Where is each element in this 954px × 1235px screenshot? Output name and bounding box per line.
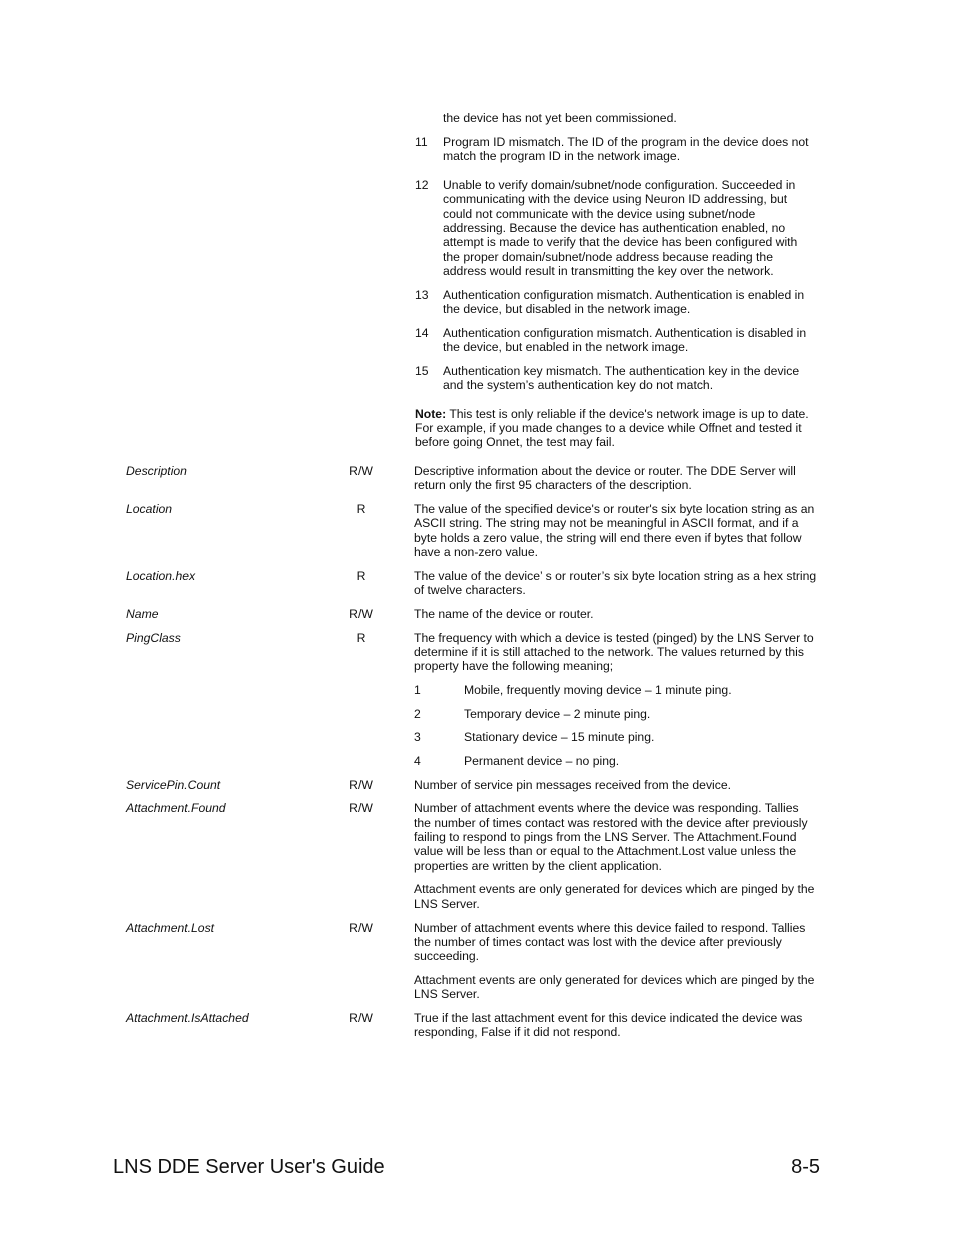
error-item-13-number: 13	[415, 288, 429, 302]
property-desc-attachment-found-1: Number of attachment events where the device was responding. Tallies	[414, 801, 799, 815]
property-access-attachment-lost: R/W	[349, 921, 373, 935]
note-first-line	[415, 407, 809, 421]
property-name-name: Name	[126, 607, 159, 621]
property-access-servicepin-count: R/W	[349, 778, 373, 792]
note-line-3: before going Onnet, the test may fail.	[415, 435, 615, 449]
ping-value-1-number: 1	[414, 683, 421, 697]
error-item-14-number: 14	[415, 326, 429, 340]
property-desc-attachment-isattached-2: responding, False if it did not respond.	[414, 1025, 621, 1039]
footer-title: LNS DDE Server User's Guide	[113, 1156, 385, 1178]
property-access-attachment-isattached: R/W	[349, 1011, 373, 1025]
error-item-12-line-4: addressing. Because the device has authentication enabled, no	[443, 221, 786, 235]
property-access-pingclass: R	[356, 631, 366, 645]
note-line-1: This test is only reliable if the device's network image is up to date.	[446, 407, 809, 421]
property-name-description: Description	[126, 464, 187, 478]
property-name-location-hex: Location.hex	[126, 569, 196, 583]
property-name-location: Location	[126, 502, 173, 516]
error-item-12-line-6: the proper domain/subnet/node address because reading the	[443, 250, 773, 264]
property-desc-pingclass-2: determine if it is still attached to the network. The values returned by this	[414, 645, 804, 659]
error-item-15-line-2: and the system’s authentication key do not match.	[443, 378, 714, 392]
error-item-12-line-1: Unable to verify domain/subnet/node configuration. Succeeded in	[443, 178, 796, 192]
error-item-13-line-1: Authentication configuration mismatch. Authentication is enabled in	[443, 288, 805, 302]
error-item-14-line-2: the device, but enabled in the network image.	[443, 340, 689, 354]
error-item-12-line-5: attempt is made to verify that the device has been configured with	[443, 235, 798, 249]
property-desc-location-4: have a non-zero value.	[414, 545, 538, 559]
note-label: Note:	[415, 407, 447, 421]
attachment-note-found-1: Attachment events are only generated for devices which are pinged by the	[414, 882, 815, 896]
error-item-14-line-1: Authentication configuration mismatch. Authentication is disabled in	[443, 326, 807, 340]
property-desc-attachment-found-3: failing to respond to pings from the LNS Server. The Attachment.Found	[414, 830, 797, 844]
page-number: 8-5	[791, 1156, 820, 1178]
property-access-location-hex: R	[356, 569, 366, 583]
property-desc-location-2: ASCII string. The string may not be meaningful in ASCII format, and if a	[414, 516, 799, 530]
property-desc-pingclass-3: property have the following meaning;	[414, 659, 614, 673]
attachment-note-lost-2: LNS Server.	[414, 987, 480, 1001]
property-desc-servicepin-count-1: Number of service pin messages received from the device.	[414, 778, 732, 792]
property-desc-attachment-lost-2: the number of times contact was lost with the device after previously	[414, 935, 782, 949]
property-desc-attachment-found-4: value will be less than or equal to the Attachment.Lost value unless the	[414, 844, 797, 858]
error-item-15-number: 15	[415, 364, 429, 378]
continuation-text: the device has not yet been commissioned.	[443, 111, 677, 125]
ping-value-2-number: 2	[414, 707, 421, 721]
ping-value-2-text: Temporary device – 2 minute ping.	[464, 707, 651, 721]
property-desc-attachment-isattached-1: True if the last attachment event for this device indicated the device was	[414, 1011, 803, 1025]
property-desc-description-2: return only the first 95 characters of the description.	[414, 478, 692, 492]
error-item-11-line-1: Program ID mismatch. The ID of the program in the device does not	[443, 135, 809, 149]
property-desc-location-hex-1: The value of the device’ s or router’s six byte location string as a hex string	[414, 569, 817, 583]
property-desc-location-3: byte holds a zero value, the string will end there even if bytes that follow	[414, 531, 802, 545]
attachment-note-found-2: LNS Server.	[414, 897, 480, 911]
error-item-12-line-2: communicating with the device using Neuron ID addressing, but	[443, 192, 788, 206]
error-item-12-line-7: address would result in transmitting the key over the network.	[443, 264, 774, 278]
ping-value-3-text: Stationary device – 15 minute ping.	[464, 730, 655, 744]
property-access-attachment-found: R/W	[349, 801, 373, 815]
ping-value-1-text: Mobile, frequently moving device – 1 minute ping.	[464, 683, 732, 697]
note-line-2: For example, if you made changes to a device while Offnet and tested it	[415, 421, 802, 435]
property-name-pingclass: PingClass	[126, 631, 181, 645]
property-name-servicepin-count: ServicePin.Count	[126, 778, 221, 792]
property-desc-location-1: The value of the specified device's or router's six byte location string as an	[414, 502, 815, 516]
property-access-description: R/W	[349, 464, 373, 478]
property-desc-location-hex-2: of twelve characters.	[414, 583, 526, 597]
ping-value-3-number: 3	[414, 730, 421, 744]
property-name-attachment-found: Attachment.Found	[126, 801, 226, 815]
error-item-12-line-3: could not communicate with the device using subnet/node	[443, 207, 756, 221]
error-item-11-line-2: match the program ID in the network image.	[443, 149, 681, 163]
ping-value-4-number: 4	[414, 754, 421, 768]
error-item-12-number: 12	[415, 178, 429, 192]
property-desc-attachment-lost-1: Number of attachment events where this device failed to respond. Tallies	[414, 921, 806, 935]
property-access-name: R/W	[349, 607, 373, 621]
ping-value-4-text: Permanent device – no ping.	[464, 754, 620, 768]
property-desc-attachment-found-2: the number of times contact was restored with the device after previously	[414, 816, 808, 830]
property-desc-description-1: Descriptive information about the device or router. The DDE Server will	[414, 464, 796, 478]
property-desc-attachment-found-5: properties are written by the client application.	[414, 859, 662, 873]
error-item-11-number: 11	[415, 135, 428, 149]
property-desc-pingclass-1: The frequency with which a device is tested (pinged) by the LNS Server to	[414, 631, 814, 645]
error-item-13-line-2: the device, but disabled in the network image.	[443, 302, 691, 316]
property-desc-name-1: The name of the device or router.	[414, 607, 594, 621]
property-name-attachment-lost: Attachment.Lost	[126, 921, 215, 935]
property-access-location: R	[356, 502, 366, 516]
error-item-15-line-1: Authentication key mismatch. The authentication key in the device	[443, 364, 800, 378]
attachment-note-lost-1: Attachment events are only generated for devices which are pinged by the	[414, 973, 815, 987]
property-desc-attachment-lost-3: succeeding.	[414, 949, 480, 963]
property-name-attachment-isattached: Attachment.IsAttached	[126, 1011, 249, 1025]
